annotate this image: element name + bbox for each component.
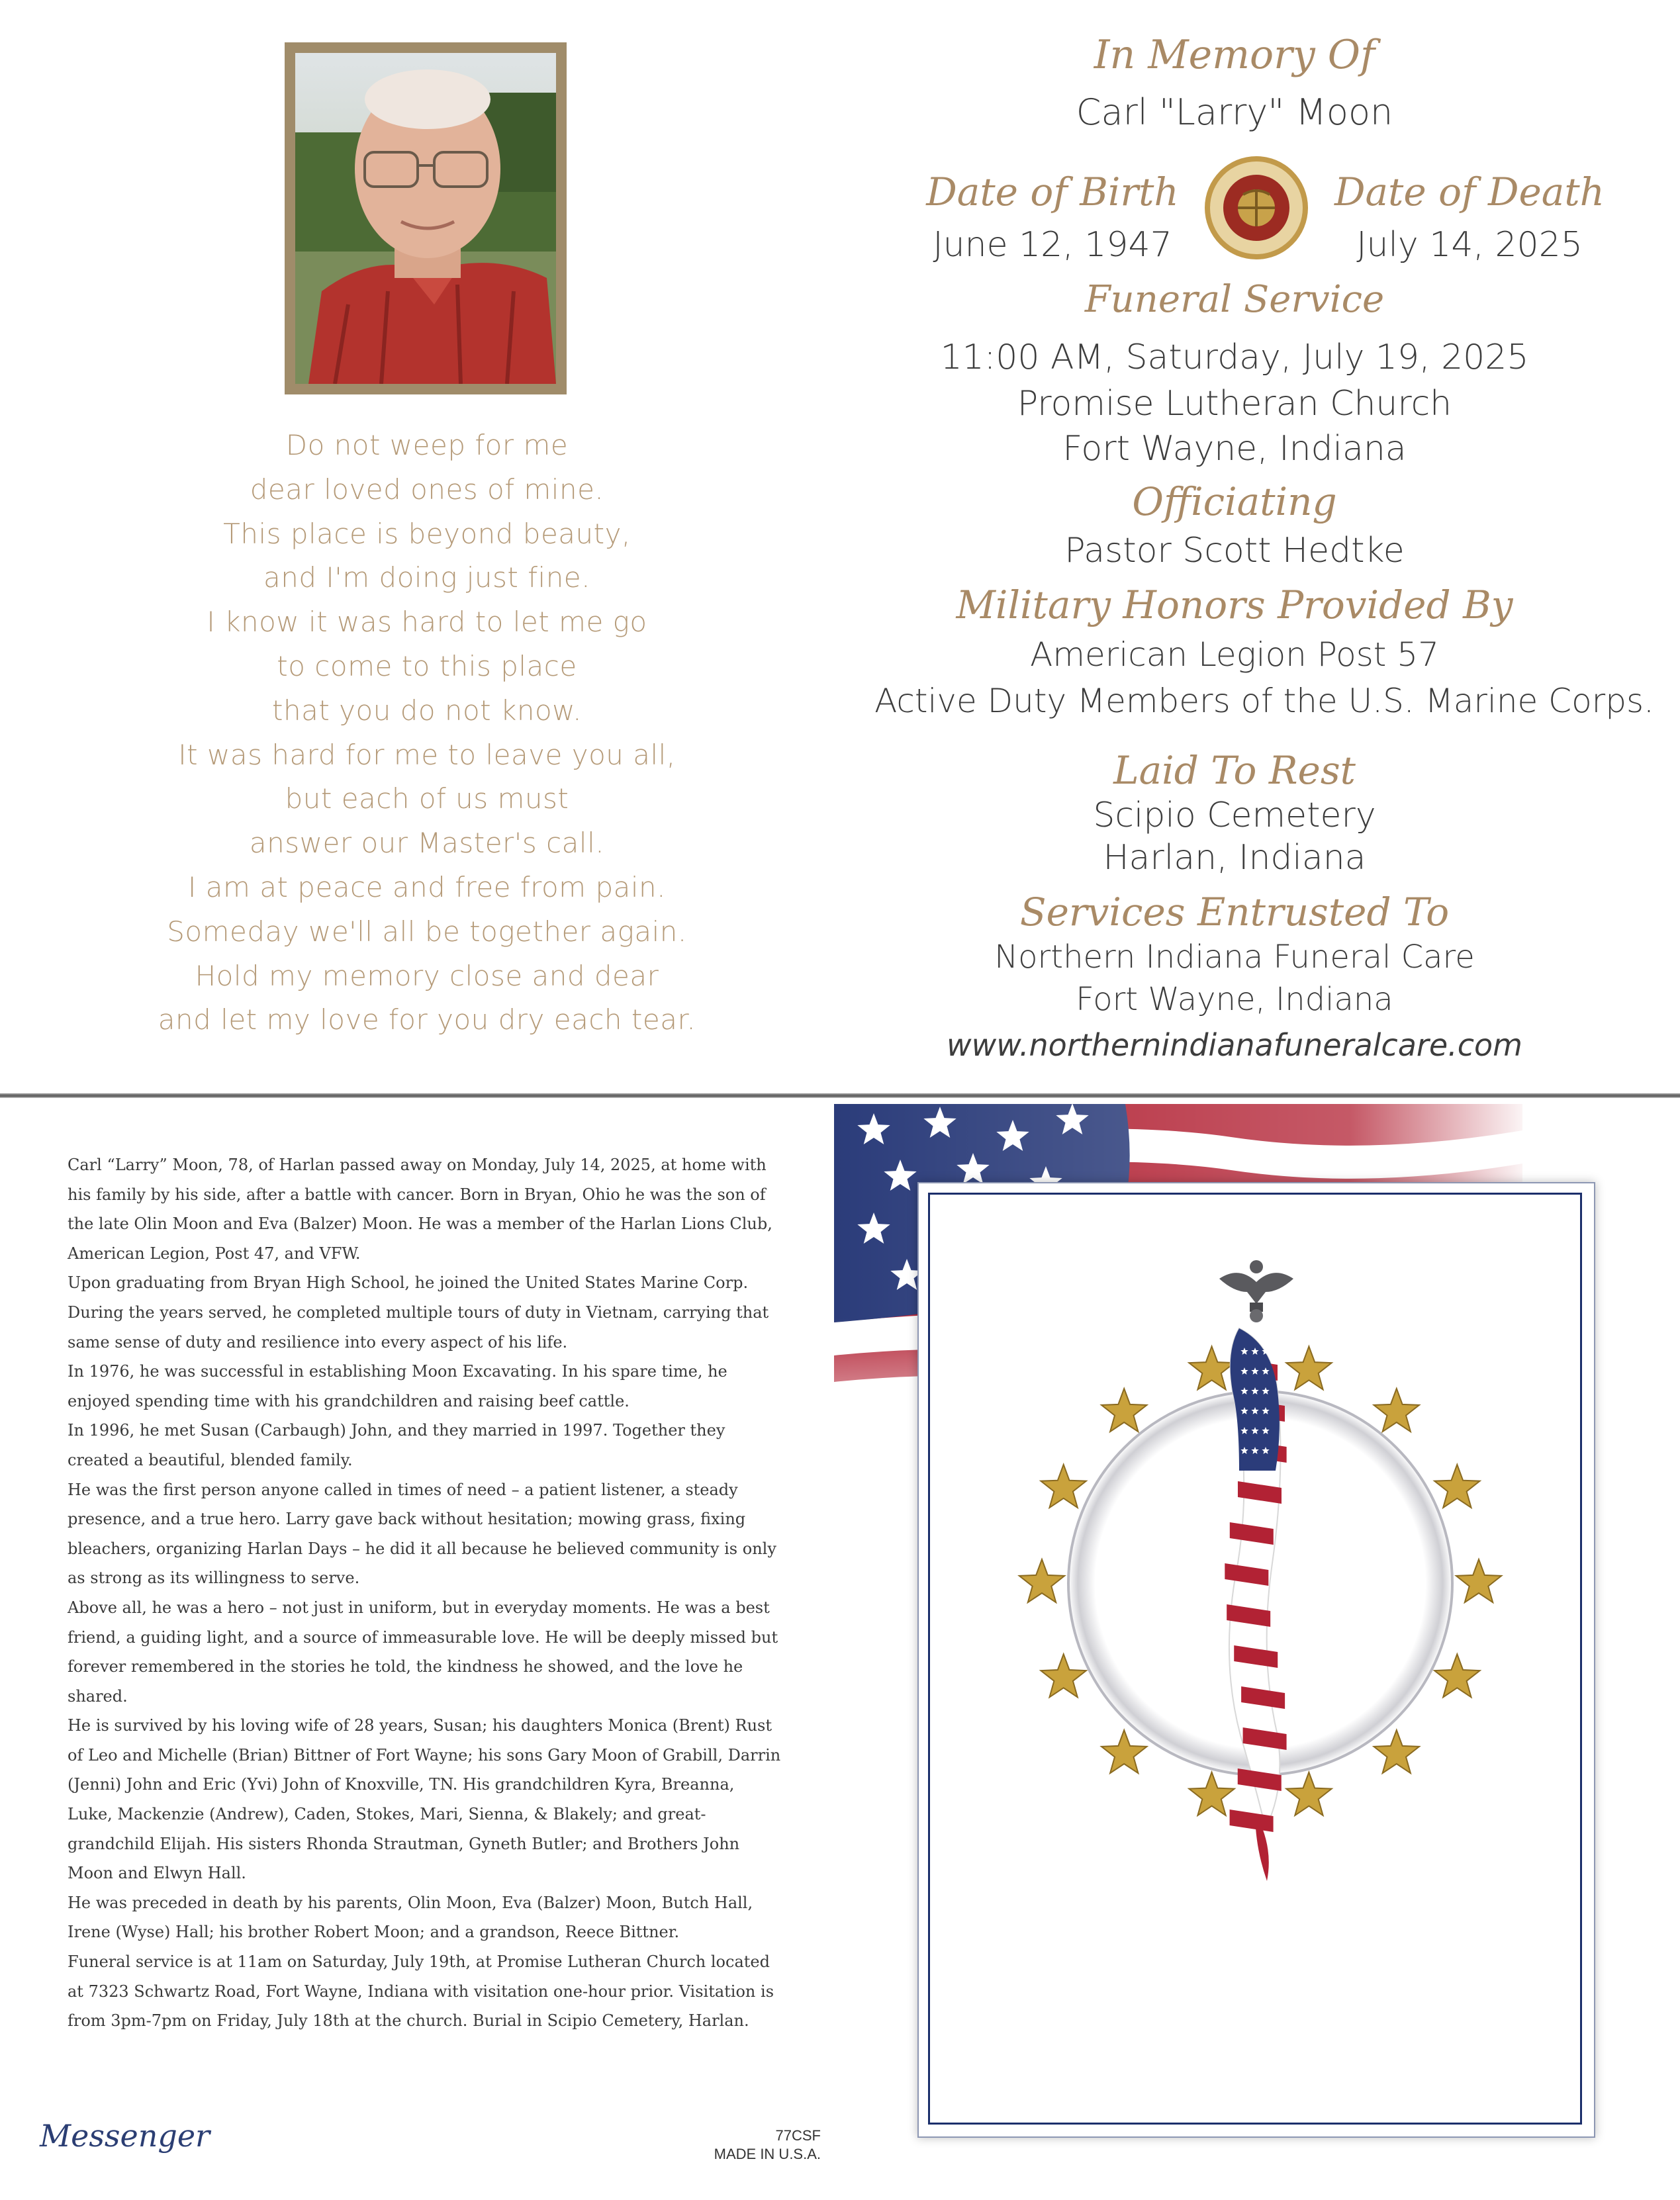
gold-star-icon bbox=[1101, 1389, 1147, 1432]
gold-star-icon bbox=[1189, 1346, 1235, 1389]
gold-star-icon bbox=[1374, 1389, 1420, 1432]
military-honors-heading: Military Honors Provided By bbox=[956, 582, 1513, 627]
poem-line: Hold my memory close and dear bbox=[195, 959, 659, 992]
obituary-paragraph: In 1996, he met Susan (Carbaugh) John, and they married in 1997. Together they created a beautiful, blended family. bbox=[68, 1421, 725, 1469]
poem-line: I am at peace and free from pain. bbox=[188, 871, 666, 903]
marine-corps-seal bbox=[1203, 155, 1309, 261]
officiant: Pastor Scott Hedtke bbox=[1064, 531, 1405, 571]
cemetery-city: Harlan, Indiana bbox=[1103, 838, 1366, 878]
poem-line: dear loved ones of mine. bbox=[250, 473, 604, 506]
poem-line: I know it was hard to let me go bbox=[207, 606, 647, 639]
gold-star-icon bbox=[1374, 1730, 1420, 1773]
gold-star-icon bbox=[1434, 1465, 1480, 1508]
obituary-paragraph: He was preceded in death by his parents, Olin Moon, Eva (Balzer) Moon, Butch Hall, Irene (Wyse) Hall; his brother Robert Moon; and a grandson, Reece Bittner. bbox=[68, 1893, 753, 1942]
flag-star-emblem bbox=[928, 1193, 1582, 2125]
gold-star-icon bbox=[1041, 1465, 1086, 1508]
gold-star-icon bbox=[1286, 1772, 1332, 1815]
in-memory-heading: In Memory Of bbox=[1094, 32, 1376, 78]
poem-line: It was hard for me to leave you all, bbox=[178, 738, 676, 771]
funeral-time: 11:00 AM, Saturday, July 19, 2025 bbox=[940, 338, 1529, 377]
funeral-city: Fort Wayne, Indiana bbox=[1062, 429, 1407, 469]
obituary-paragraph: He was the first person anyone called in times of need – a patient listener, a steady presence, and a true hero. Larry gave back without hesitation; mowing grass, fixing bleachers, organizing Harlan Days – he did it all because he believed community is only as strong as its willingness to serve. bbox=[68, 1480, 776, 1588]
obituary-paragraph: Above all, he was a hero – not just in uniform, but in everyday moments. He was a best friend, a guiding light, and a source of immeasurable love. He will be deeply missed but forever remembered in the stories he told, the kindness he showed, and the love he shared. bbox=[68, 1598, 778, 1706]
fold-divider bbox=[0, 1093, 1680, 1098]
cemetery-name: Scipio Cemetery bbox=[1093, 796, 1376, 835]
death-date: July 14, 2025 bbox=[1356, 225, 1583, 265]
portrait-photo bbox=[295, 53, 556, 384]
funeral-home-website[interactable]: www.northernindianafuneralcare.com bbox=[946, 1027, 1522, 1063]
poem-line: and let my love for you dry each tear. bbox=[158, 1003, 696, 1036]
eagle-finial-icon bbox=[1219, 1260, 1293, 1322]
poem-line: This place is beyond beauty, bbox=[223, 517, 631, 550]
gold-star-icon bbox=[1101, 1730, 1147, 1773]
gold-star-icon bbox=[1434, 1654, 1480, 1697]
birth-date: June 12, 1947 bbox=[933, 225, 1172, 265]
services-entrusted-heading: Services Entrusted To bbox=[1019, 890, 1450, 935]
obituary-paragraph: Upon graduating from Bryan High School, he joined the United States Marine Corp. During the years served, he completed multiple tours of duty in Vietnam, carrying that same sense of duty and resilience into every aspect of his life. bbox=[68, 1273, 769, 1352]
poem-line: Someday we'll all be together again. bbox=[167, 915, 687, 948]
poem-line: but each of us must bbox=[285, 782, 569, 815]
product-code: 77CSF bbox=[775, 2127, 821, 2144]
poem-line: Do not weep for me bbox=[285, 429, 569, 461]
gold-star-icon bbox=[1041, 1654, 1086, 1697]
officiating-heading: Officiating bbox=[1132, 479, 1337, 524]
obituary-text bbox=[68, 1150, 782, 2036]
gold-star-icon bbox=[1456, 1559, 1501, 1602]
messenger-logo: Messenger bbox=[40, 2118, 210, 2154]
death-heading: Date of Death bbox=[1334, 169, 1605, 214]
poem-line: to come to this place bbox=[277, 650, 577, 682]
poem-line: and I'm doing just fine. bbox=[263, 561, 590, 594]
military-honors-line1: American Legion Post 57 bbox=[1030, 635, 1439, 674]
funeral-service-heading: Funeral Service bbox=[1084, 278, 1385, 321]
gold-star-icon bbox=[1286, 1346, 1332, 1389]
funeral-home-city: Fort Wayne, Indiana bbox=[1076, 981, 1393, 1018]
funeral-place: Promise Lutheran Church bbox=[1017, 384, 1452, 424]
obituary-paragraph: He is survived by his loving wife of 28 years, Susan; his daughters Monica (Brent) Rust of Leo and Michelle (Brian) Bittner of Fort Wayne; his sons Gary Moon of Grabill, Darrin (Jenni) John and Eric (Yvi) John of Knoxville, TN. His grandchildren Kyra, Breanna, Luke, Mackenzie (Andrew), Caden, Stokes, Mari, Sienna, & Blakely; and great-grandchild Elijah. His sisters Rhonda Strautman, Gyneth Butler; and Brothers John Moon and Elwyn Hall. bbox=[68, 1716, 781, 1883]
obituary-paragraph: In 1976, he was successful in establishing Moon Excavating. In his spare time, he enjoyed spending time with his grandchildren and raising beef cattle. bbox=[68, 1362, 727, 1410]
laid-to-rest-heading: Laid To Rest bbox=[1113, 748, 1356, 793]
birth-heading: Date of Birth bbox=[926, 169, 1179, 214]
military-honors-line2: Active Duty Members of the U.S. Marine Corps. bbox=[874, 682, 1654, 720]
obituary-paragraph: Carl “Larry” Moon, 78, of Harlan passed away on Monday, July 14, 2025, at home with his family by his side, after a battle with cancer. Born in Bryan, Ohio he was the son of the late Olin Moon and Eva (Balzer) Moon. He was a member of the Harlan Lions Club, American Legion, Post 47, and VFW. bbox=[68, 1156, 772, 1263]
deceased-name: Carl "Larry" Moon bbox=[1076, 91, 1393, 133]
made-in-label: MADE IN U.S.A. bbox=[714, 2146, 821, 2162]
gold-star-icon bbox=[1019, 1559, 1064, 1602]
gold-star-icon bbox=[1189, 1772, 1235, 1815]
obituary-paragraph: Funeral service is at 11am on Saturday, July 19th, at Promise Lutheran Church located at 7323 Schwartz Road, Fort Wayne, Indiana with visitation one-hour prior. Visitation is from 3pm-7pm on Friday, July 18th at the church. Burial in Scipio Cemetery, Harlan. bbox=[68, 1952, 774, 2031]
poem-line: answer our Master's call. bbox=[249, 827, 605, 860]
funeral-home-name: Northern Indiana Funeral Care bbox=[994, 939, 1475, 976]
poem-line: that you do not know. bbox=[272, 694, 582, 727]
